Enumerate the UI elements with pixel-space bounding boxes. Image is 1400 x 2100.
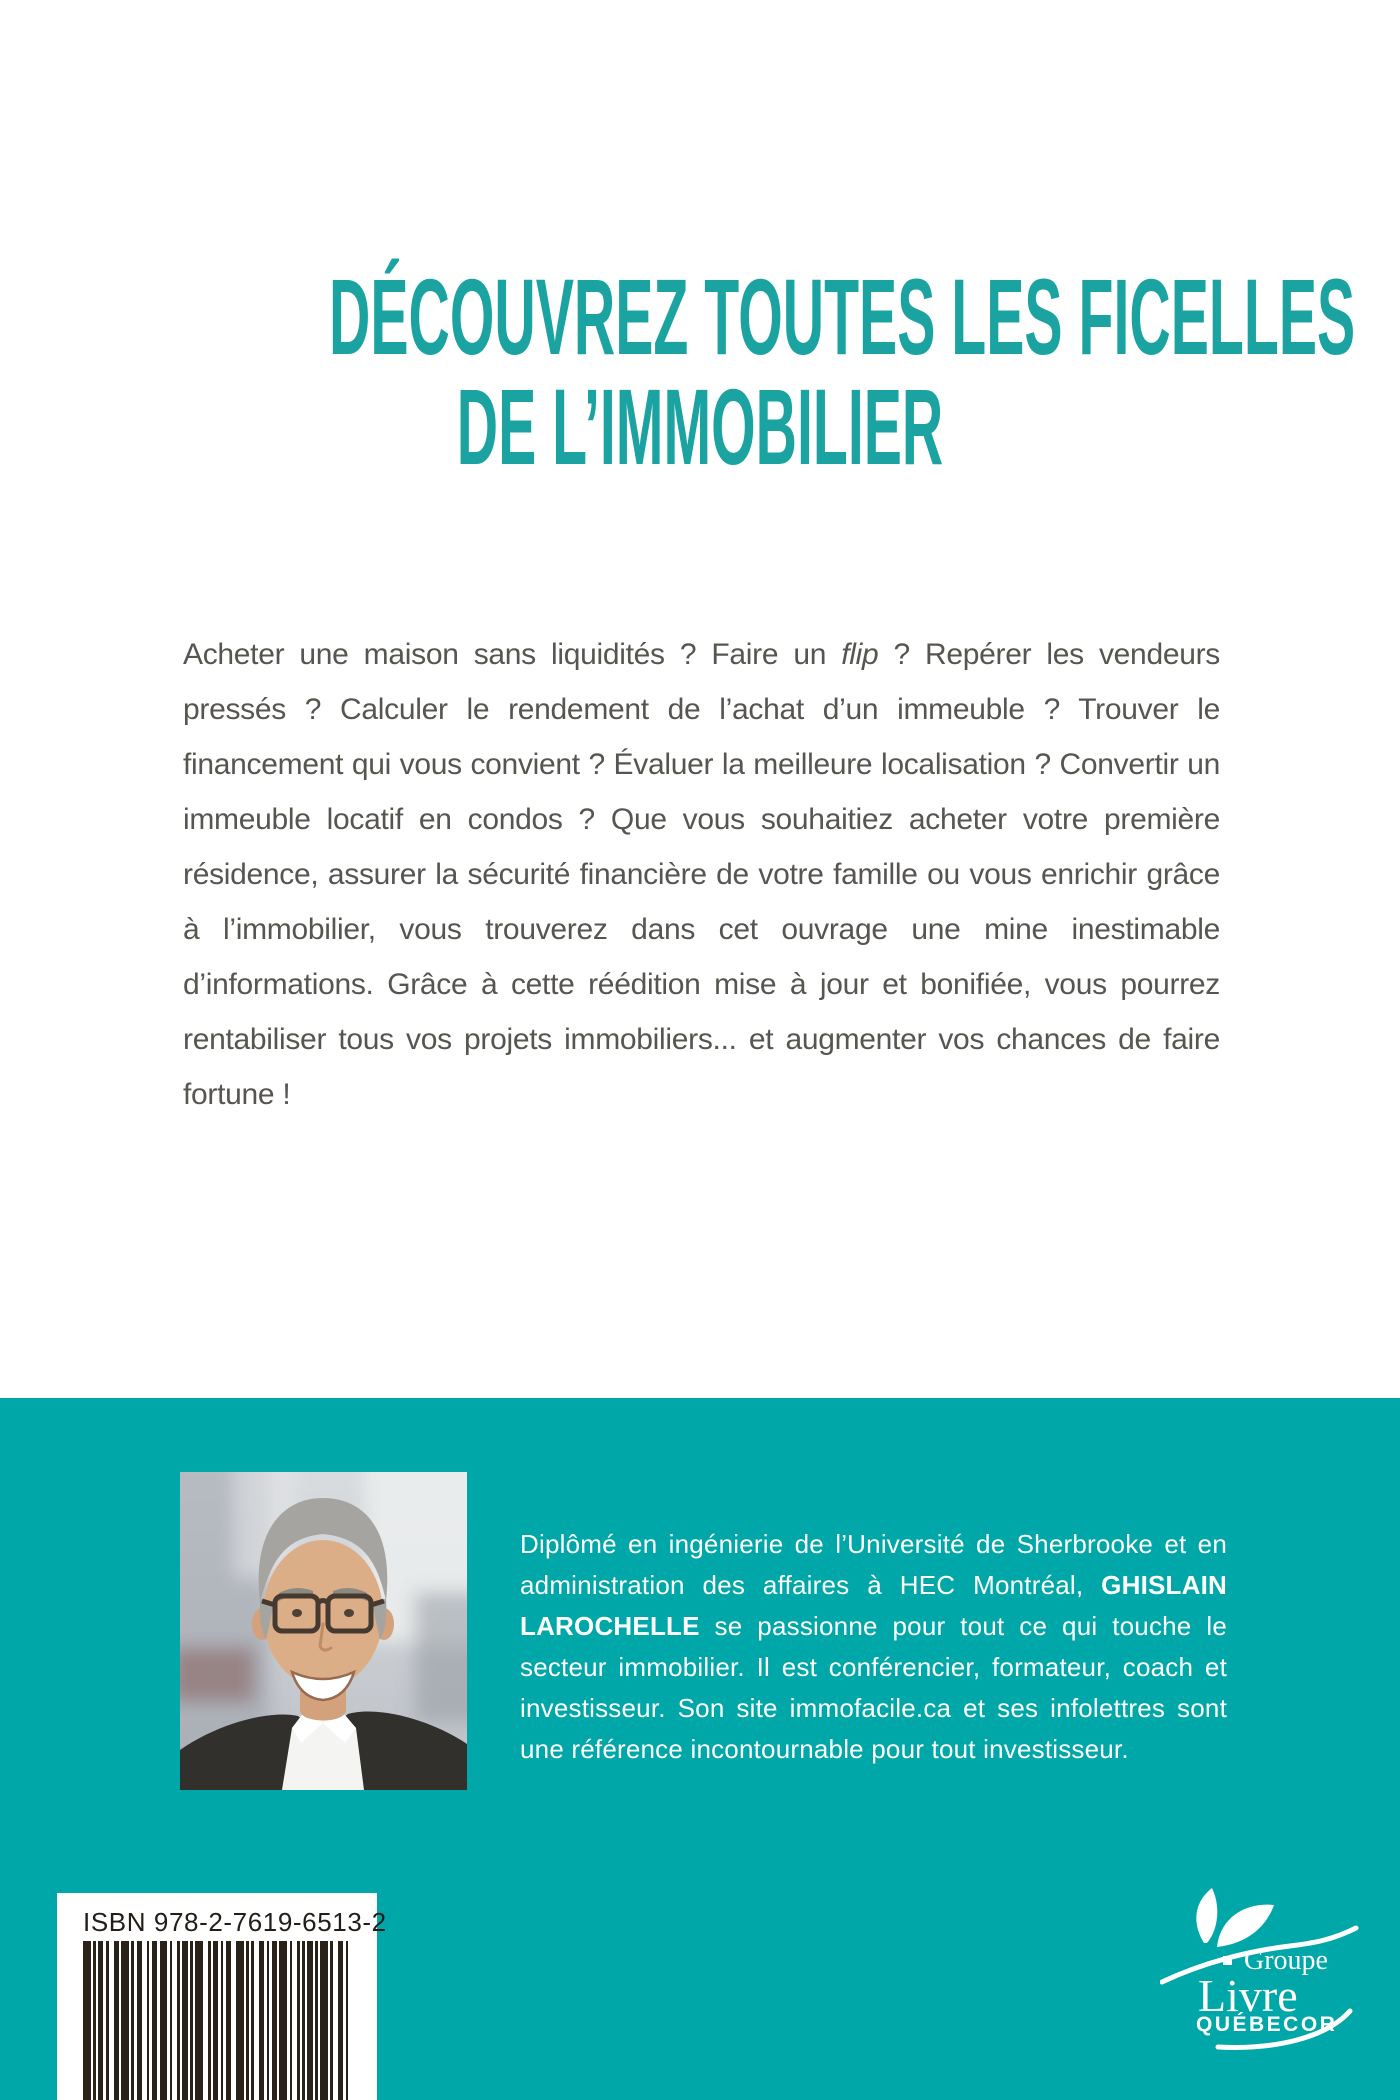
logo-text-livre: Livre — [1198, 1970, 1298, 2021]
leaf-small — [1196, 1888, 1217, 1943]
author-photo — [180, 1472, 467, 1790]
barcode — [83, 1941, 351, 2100]
intro-italic-word: flip — [841, 638, 879, 671]
head — [263, 1540, 383, 1688]
author-name: GHISLAIN LAROCHELLE — [520, 1570, 1227, 1641]
logo-text-groupe: Groupe — [1244, 1945, 1328, 1976]
author-band — [0, 1398, 1400, 2100]
bio-text-1: Diplômé en ingénierie de l’Université de Sherbrooke et en administration des affaires à HEC Montréal, — [520, 1529, 1227, 1600]
book-title — [329, 256, 1356, 487]
book-title-line1: DÉCOUVREZ TOUTES LES FICELLES — [329, 256, 1356, 377]
book-title-line2: DE L’IMMOBILIER — [456, 366, 944, 487]
logo-text-quebecor: QUÉBECOR — [1196, 2013, 1338, 2036]
isbn-box — [57, 1893, 387, 2100]
intro-paragraph — [183, 627, 1220, 1122]
eye-left — [292, 1609, 302, 1617]
leaf-large — [1217, 1905, 1274, 1947]
intro-text-1: Acheter une maison sans liquidités ? Faire un — [183, 638, 842, 671]
intro-text-2: ? Repérer les vendeurs pressés ? Calculer le rendement de l’achat d’un immeuble ? Trouver le financement qui vous convient ? Évaluer la meilleure localisation ? Convertir un immeuble locatif en condos ? Que vous souhaitiez acheter votre première résidence, assurer la sécurité financière de votre famille ou vous enrichir grâce à l’immobilier, vous trouverez dans cet ouvrage une mine inestimable d’informations. Grâce à cette réédition mise à jour et bonifiée, vous pourrez rentabiliser tous vos projets immobiliers... et augmenter vos chances de faire fortune ! — [183, 638, 1220, 1111]
isbn-label: ISBN 978-2-7619-6513-2 — [83, 1907, 387, 1937]
eye-right — [344, 1609, 354, 1617]
author-bio — [520, 1524, 1227, 1770]
bio-text-2: se passionne pour tout ce qui touche le secteur immobilier. Il est conférencier, formateur, coach et investisseur. Son site immofacile.ca et ses infolettres sont une référence incontournable pour tout investisseur. — [520, 1611, 1227, 1764]
publisher-logo — [1160, 1885, 1360, 2075]
